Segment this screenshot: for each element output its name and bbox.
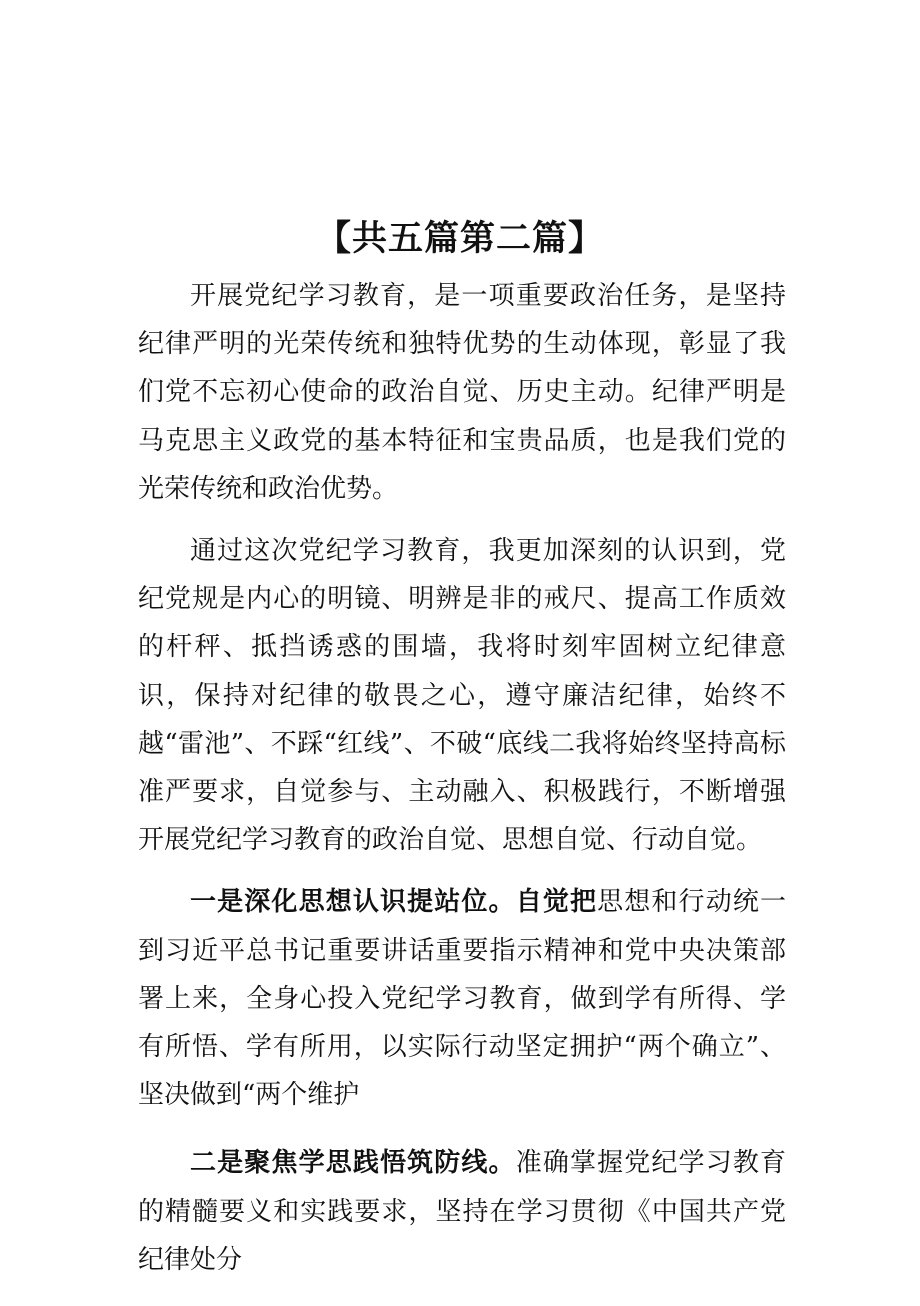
- paragraph-3-text: 思想和行动统一到习近平总书记重要讲话重要指示精神和党中央决策部署上来，全身心投入党纪学习教育，做到学有所得、学有所悟、学有所用，以实际行动坚定拥护“两个确立”、坚决做到“两个维护: [138, 887, 786, 1111]
- paragraph-4-lead: 二是聚焦学思践悟筑防线。: [190, 1148, 516, 1179]
- paragraph-4: [138, 1139, 786, 1284]
- paragraph-4-text: 准确掌握党纪学习教育的精髓要义和实践要求，坚持在学习贯彻《中国共产党纪律处分: [138, 1148, 786, 1275]
- paragraph-3: [138, 878, 786, 1119]
- paragraph-1: [138, 272, 786, 513]
- document-title: 【共五篇第二篇】: [315, 219, 604, 259]
- document-body: [138, 272, 786, 1306]
- paragraph-2-text: 通过这次党纪学习教育，我更加深刻的认识到，党纪党规是内心的明镜、明辨是非的戒尺、提高工作质效的杆秤、抵挡诱惑的围墙，我将时刻牢固树立纪律意识，保持对纪律的敬畏之心，遵守廉洁纪律，始终不越“雷池”、不踩“红线”、不破“底线二我将始终坚持高标准严要求，自觉参与、主动融入、积极践行，不断增强开展党纪学习教育的政治自觉、思想自觉、行动自觉。: [138, 536, 786, 856]
- paragraph-2: [138, 527, 786, 864]
- paragraph-3-lead: 一是深化思想认识提站位。自觉把: [190, 887, 598, 918]
- paragraph-1-text: 开展党纪学习教育，是一项重要政治任务，是坚持纪律严明的光荣传统和独特优势的生动体现，彰显了我们党不忘初心使命的政治自觉、历史主动。纪律严明是马克思主义政党的基本特征和宝贵品质，也是我们党的光荣传统和政治优势。: [138, 281, 786, 504]
